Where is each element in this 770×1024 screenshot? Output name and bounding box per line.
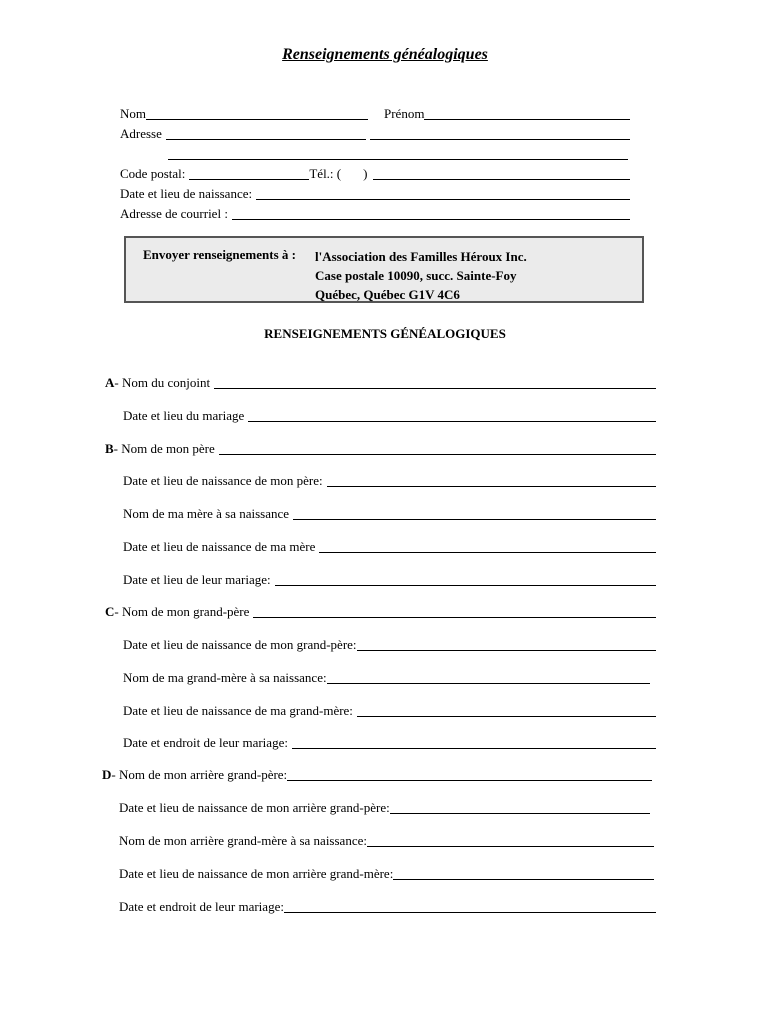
question-c1 — [105, 604, 656, 620]
adresse-field-1[interactable] — [166, 128, 366, 140]
question-label: Nom de ma grand-mère à sa naissance: — [123, 670, 327, 685]
question-d4 — [119, 866, 654, 882]
letter-d: D — [102, 767, 112, 782]
question-label: Date et endroit de leur mariage: — [123, 735, 288, 750]
send-label: Envoyer renseignements à : — [143, 247, 296, 262]
send-address-line1: l'Association des Familles Héroux Inc. — [315, 249, 527, 264]
question-b4 — [123, 539, 656, 555]
question-d3 — [119, 833, 654, 849]
question-label: Date et lieu de naissance de ma mère — [123, 539, 316, 554]
question-a2 — [123, 408, 656, 424]
question-label: Nom de mon arrière grand-mère à sa naissance: — [119, 833, 367, 848]
question-b2 — [123, 473, 656, 489]
nom-prenom-row — [120, 106, 630, 122]
adresse-row — [120, 126, 630, 142]
courriel-label: Adresse de courriel : — [120, 206, 228, 221]
nom-label: Nom — [120, 106, 146, 121]
naissance-mere-field[interactable] — [319, 541, 656, 553]
question-label: - Nom de mon père — [113, 441, 215, 456]
question-c5 — [123, 735, 656, 751]
question-label: Date et lieu de naissance de ma grand-mère: — [123, 703, 353, 718]
prenom-field[interactable] — [424, 108, 630, 120]
adresse-field-3[interactable] — [168, 148, 628, 160]
question-label: - Nom de mon arrière grand-père: — [111, 767, 288, 782]
courriel-field[interactable] — [232, 208, 630, 220]
question-label: Date et lieu du mariage — [123, 408, 245, 423]
mere-field[interactable] — [293, 508, 656, 520]
question-label: - Nom du conjoint — [114, 375, 211, 390]
question-d2 — [119, 800, 650, 816]
letter-a: A — [105, 375, 115, 390]
tel-field[interactable] — [373, 168, 630, 180]
form-title: Renseignements généalogiques — [282, 46, 488, 63]
grand-pere-field[interactable] — [253, 606, 656, 618]
naissance-field[interactable] — [256, 188, 630, 200]
question-a1 — [105, 375, 656, 391]
adresse-row-2 — [168, 146, 628, 162]
question-b5 — [123, 572, 656, 588]
letter-c: C — [105, 604, 115, 619]
question-label: Date et lieu de naissance de mon arrière grand-père: — [119, 800, 390, 815]
nom-field[interactable] — [146, 108, 368, 120]
question-c2 — [123, 637, 656, 653]
send-address — [315, 247, 527, 304]
letter-b: B — [105, 441, 114, 456]
question-label: Date et lieu de leur mariage: — [123, 572, 271, 587]
question-label: Nom de ma mère à sa naissance — [123, 506, 290, 521]
naissance-arriere-grand-pere-field[interactable] — [390, 802, 650, 814]
question-label: Date et lieu de naissance de mon arrière grand-mère: — [119, 866, 394, 881]
code-postal-row — [120, 166, 630, 182]
tel-close: ) — [363, 166, 368, 181]
code-postal-field[interactable] — [189, 168, 309, 180]
conjoint-field[interactable] — [214, 377, 656, 389]
question-label: Date et lieu de naissance de mon grand-père: — [123, 637, 357, 652]
arriere-grand-pere-field[interactable] — [287, 769, 652, 781]
mariage-field[interactable] — [248, 410, 656, 422]
naissance-arriere-grand-mere-field[interactable] — [393, 868, 654, 880]
question-c4 — [123, 703, 656, 719]
courriel-row — [120, 206, 630, 222]
question-label: Date et endroit de leur mariage: — [119, 899, 284, 914]
arriere-grand-mere-field[interactable] — [367, 835, 654, 847]
mariage-parents-field[interactable] — [275, 574, 656, 586]
pere-field[interactable] — [219, 443, 656, 455]
tel-label: Tél.: ( — [309, 166, 342, 181]
question-label: - Nom de mon grand-père — [114, 604, 250, 619]
question-c3 — [123, 670, 650, 686]
naissance-pere-field[interactable] — [327, 475, 656, 487]
mariage-arriere-grands-parents-field[interactable] — [284, 901, 656, 913]
adresse-field-2[interactable] — [370, 128, 630, 140]
send-address-line2: Case postale 10090, succ. Sainte-Foy — [315, 268, 517, 283]
question-d5 — [119, 899, 656, 915]
question-label: Date et lieu de naissance de mon père: — [123, 473, 323, 488]
send-address-box — [124, 236, 644, 303]
naissance-grand-mere-field[interactable] — [357, 705, 656, 717]
naissance-label: Date et lieu de naissance: — [120, 186, 253, 201]
question-b1 — [105, 441, 656, 457]
question-d1 — [102, 767, 652, 783]
question-b3 — [123, 506, 656, 522]
mariage-grands-parents-field[interactable] — [292, 737, 656, 749]
naissance-row — [120, 186, 630, 202]
prenom-label: Prénom — [384, 106, 425, 121]
grand-mere-field[interactable] — [327, 672, 650, 684]
code-postal-label: Code postal: — [120, 166, 186, 181]
send-address-line3: Québec, Québec G1V 4C6 — [315, 287, 460, 302]
naissance-grand-pere-field[interactable] — [357, 639, 656, 651]
section-title: RENSEIGNEMENTS GÉNÉALOGIQUES — [264, 326, 506, 341]
adresse-label: Adresse — [120, 126, 162, 141]
